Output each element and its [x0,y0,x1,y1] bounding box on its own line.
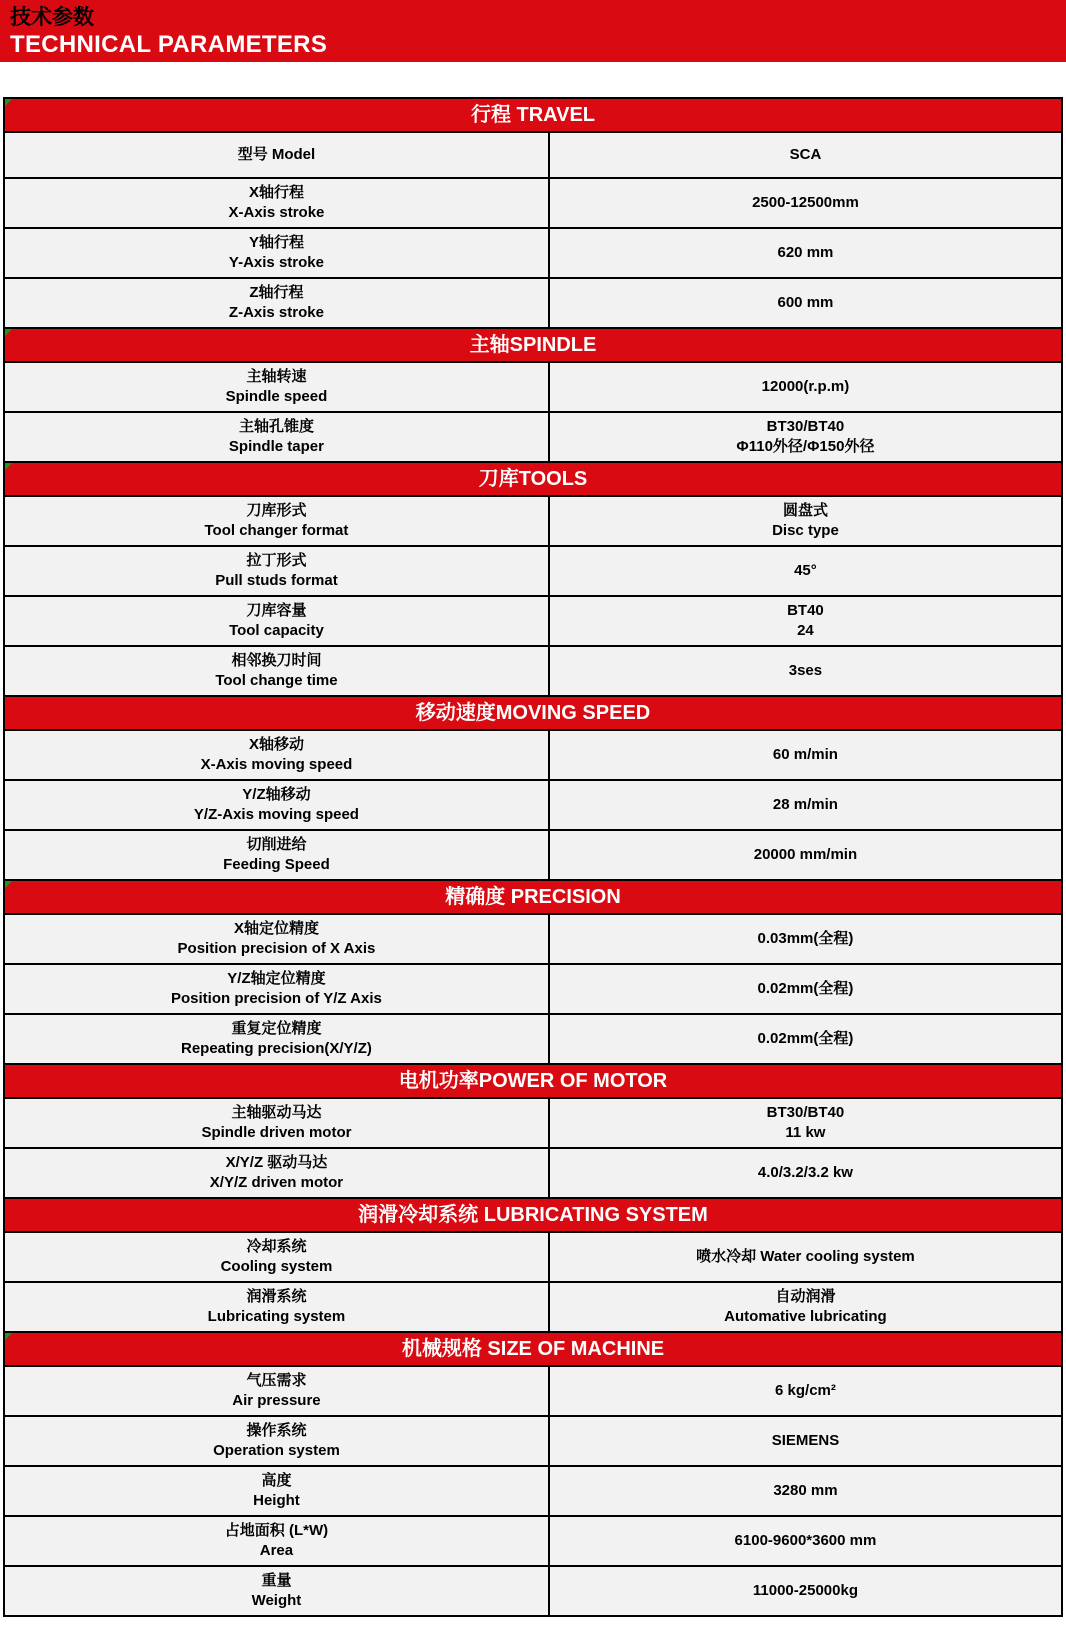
parameter-value-line: SCA [789,146,822,163]
parameter-value-cell [550,1517,1061,1565]
section-title: 刀库TOOLS [478,468,588,490]
parameter-label-zh: Y/Z轴定位精度 [227,970,326,987]
table-row [5,277,1061,327]
parameter-value-line: 11 kw [785,1124,826,1141]
parameter-label-zh: 操作系统 [246,1422,307,1439]
parameter-label-en: X-Axis moving speed [200,756,353,773]
parameter-label-zh: 型号 Model [237,146,316,163]
parameter-label-en: Lubricating system [207,1308,346,1325]
parameter-value-line: 600 mm [777,294,834,311]
parameter-value-line: 自动润滑 [775,1288,836,1305]
parameter-label-en: Weight [251,1592,302,1609]
parameter-value-line: 0.02mm(全程) [757,1030,854,1047]
parameter-label-zh: X轴行程 [248,184,304,201]
parameter-value-line: BT40 [787,602,824,619]
parameter-label-en: Air pressure [232,1392,321,1409]
section-header [5,1197,1061,1231]
parameter-value-cell [550,497,1061,545]
table-row [5,1515,1061,1565]
parameter-value-line: 620 mm [777,244,834,261]
parameter-value-line: 0.03mm(全程) [757,930,854,947]
parameter-value-line: 60 m/min [772,746,838,763]
table-row [5,1013,1061,1063]
parameter-value-cell [550,279,1061,327]
parameter-value-cell [550,597,1061,645]
parameter-value-line: 20000 mm/min [753,846,858,863]
table-row [5,595,1061,645]
table-row [5,1147,1061,1197]
parameter-value-cell [550,413,1061,461]
parameter-label-zh: 主轴驱动马达 [231,1104,322,1121]
table-row [5,645,1061,695]
section-header [5,99,1061,131]
parameter-value-line: 6100-9600*3600 mm [734,1532,877,1549]
parameter-label-en: X-Axis stroke [228,204,325,221]
parameter-label-cell [5,781,550,829]
parameter-label-en: Height [253,1492,300,1509]
table-row [5,963,1061,1013]
parameter-label-zh: X/Y/Z 驱动马达 [225,1154,328,1171]
parameter-label-en: Spindle taper [228,438,324,455]
section-header [5,879,1061,913]
parameter-label-cell [5,1015,550,1063]
page-header [0,0,1066,62]
section-header [5,695,1061,729]
cell-indicator-triangle-icon [5,99,12,106]
parameter-label-cell [5,279,550,327]
parameter-label-en: Spindle speed [225,388,328,405]
table-row [5,1565,1061,1615]
parameter-value-line: 11000-25000kg [752,1582,858,1599]
parameter-label-en: Operation system [213,1442,340,1459]
section-title: 移动速度MOVING SPEED [415,702,651,724]
table-row [5,545,1061,595]
parameter-label-cell [5,497,550,545]
table-row [5,779,1061,829]
parameter-value-cell [550,831,1061,879]
parameter-value-cell [550,179,1061,227]
parameter-label-cell [5,229,550,277]
parameter-value-line: SIEMENS [771,1432,840,1449]
parameter-label-en: Tool changer format [204,522,349,539]
section-title: 润滑冷却系统 LUBRICATING SYSTEM [358,1204,708,1226]
parameter-label-en: Z-Axis stroke [228,304,324,321]
parameter-label-zh: Y轴行程 [248,234,304,251]
table-row [5,729,1061,779]
table-row [5,411,1061,461]
table-row [5,1415,1061,1465]
parameter-label-cell [5,915,550,963]
parameter-label-zh: 主轴转速 [246,368,307,385]
parameter-label-zh: Z轴行程 [249,284,304,301]
parameter-value-line: 45° [794,562,817,579]
parameter-value-cell [550,1567,1061,1615]
parameter-label-cell [5,179,550,227]
parameter-label-zh: 气压需求 [246,1372,307,1389]
parameter-value-cell [550,1149,1061,1197]
table-row [5,131,1061,177]
parameter-value-cell [550,229,1061,277]
table-row [5,1097,1061,1147]
parameter-value-cell [550,1099,1061,1147]
parameter-value-line: Disc type [772,522,839,539]
parameter-value-cell [550,731,1061,779]
section-title: 电机功率POWER OF MOTOR [398,1070,668,1092]
parameter-value-cell [550,781,1061,829]
parameter-label-en: Feeding Speed [223,856,330,873]
parameter-value-cell [550,1417,1061,1465]
section-title: 行程 TRAVEL [470,104,596,126]
table-row [5,1281,1061,1331]
parameter-value-line: BT30/BT40 [766,1104,845,1121]
parameter-label-zh: 主轴孔锥度 [238,418,314,435]
parameter-label-zh: X轴定位精度 [233,920,319,937]
parameter-value-cell [550,363,1061,411]
cell-indicator-triangle-icon [5,329,12,336]
parameter-label-en: Pull studs format [215,572,338,589]
parameter-label-cell [5,1233,550,1281]
parameter-label-en: Cooling system [220,1258,333,1275]
parameter-label-cell [5,965,550,1013]
parameter-value-cell [550,965,1061,1013]
section-header [5,1331,1061,1365]
parameter-label-zh: 刀库形式 [246,502,307,519]
parameter-label-zh: X轴移动 [248,736,304,753]
parameter-label-en: Y-Axis stroke [228,254,324,271]
parameter-label-cell [5,1567,550,1615]
parameter-value-line: 2500-12500mm [752,194,859,211]
parameter-label-zh: 相邻换刀时间 [231,652,322,669]
table-row [5,829,1061,879]
parameter-label-zh: 切削进给 [246,836,307,853]
parameter-label-en: Tool capacity [229,622,324,639]
parameter-label-en: Position precision of X Axis [177,940,376,957]
parameter-value-cell [550,915,1061,963]
table-row [5,177,1061,227]
section-header [5,1063,1061,1097]
parameter-value-cell [550,1467,1061,1515]
parameter-label-cell [5,731,550,779]
parameter-value-line: 圆盘式 [782,502,828,519]
parameter-label-cell [5,547,550,595]
parameter-label-cell [5,1283,550,1331]
parameter-label-zh: 冷却系统 [246,1238,307,1255]
parameter-label-cell [5,133,550,177]
page-title-zh: 技术参数 [10,6,94,29]
table-row [5,227,1061,277]
parameter-value-line: 6 kg/cm² [775,1382,836,1399]
parameter-label-cell [5,413,550,461]
table-row [5,1365,1061,1415]
parameter-label-en: X/Y/Z driven motor [209,1174,344,1191]
section-title: 主轴SPINDLE [469,334,597,356]
table-row [5,361,1061,411]
section-header [5,461,1061,495]
table-row [5,1465,1061,1515]
parameter-value-line: 3280 mm [773,1482,838,1499]
parameter-value-line: Φ110外径/Φ150外径 [736,438,875,455]
parameter-label-zh: 重量 [261,1572,292,1589]
parameter-value-line: Automative lubricating [724,1308,887,1325]
parameter-value-cell [550,547,1061,595]
parameter-label-zh: 刀库容量 [246,602,307,619]
parameter-value-line: 3ses [788,662,823,679]
parameter-label-zh: Y/Z轴移动 [242,786,311,803]
parameter-label-zh: 重复定位精度 [231,1020,322,1037]
section-header [5,327,1061,361]
technical-parameters-table [3,97,1063,1617]
parameter-value-cell [550,1367,1061,1415]
parameter-label-zh: 高度 [261,1472,292,1489]
parameter-label-en: Y/Z-Axis moving speed [193,806,359,823]
parameter-label-en: Spindle driven motor [201,1124,352,1141]
table-row [5,913,1061,963]
parameter-value-line: 喷水冷却 Water cooling system [696,1248,915,1265]
parameter-label-cell [5,831,550,879]
table-row [5,495,1061,545]
parameter-value-line: 24 [797,622,814,639]
parameter-value-line: 12000(r.p.m) [761,378,850,395]
parameter-label-cell [5,597,550,645]
parameter-label-cell [5,1367,550,1415]
parameter-label-cell [5,1149,550,1197]
parameter-label-cell [5,1417,550,1465]
parameter-value-line: BT30/BT40 [766,418,845,435]
parameter-label-cell [5,1467,550,1515]
parameter-label-en: Area [259,1542,294,1559]
header-gap [0,62,1066,97]
parameter-label-zh: 占地面积 (L*W) [224,1522,329,1539]
parameter-label-cell [5,1517,550,1565]
parameter-value-line: 4.0/3.2/3.2 kw [757,1164,853,1181]
table-row [5,1231,1061,1281]
parameter-label-en: Tool change time [215,672,338,689]
parameter-label-zh: 润滑系统 [246,1288,307,1305]
parameter-value-cell [550,1233,1061,1281]
parameter-label-zh: 拉丁形式 [246,552,307,569]
parameter-value-cell [550,647,1061,695]
section-title: 机械规格 SIZE OF MACHINE [401,1338,665,1360]
cell-indicator-triangle-icon [5,1333,12,1340]
parameter-value-line: 28 m/min [772,796,838,813]
parameter-label-en: Position precision of Y/Z Axis [171,990,382,1007]
parameter-label-en: Repeating precision(X/Y/Z) [181,1040,372,1057]
parameter-value-cell [550,133,1061,177]
parameter-value-line: 0.02mm(全程) [757,980,854,997]
parameter-label-cell [5,363,550,411]
cell-indicator-triangle-icon [5,463,12,470]
page-title-en: TECHNICAL PARAMETERS [10,31,328,58]
parameter-value-cell [550,1283,1061,1331]
parameter-label-cell [5,1099,550,1147]
parameter-label-cell [5,647,550,695]
cell-indicator-triangle-icon [5,881,12,888]
section-title: 精确度 PRECISION [445,886,621,908]
parameter-value-cell [550,1015,1061,1063]
